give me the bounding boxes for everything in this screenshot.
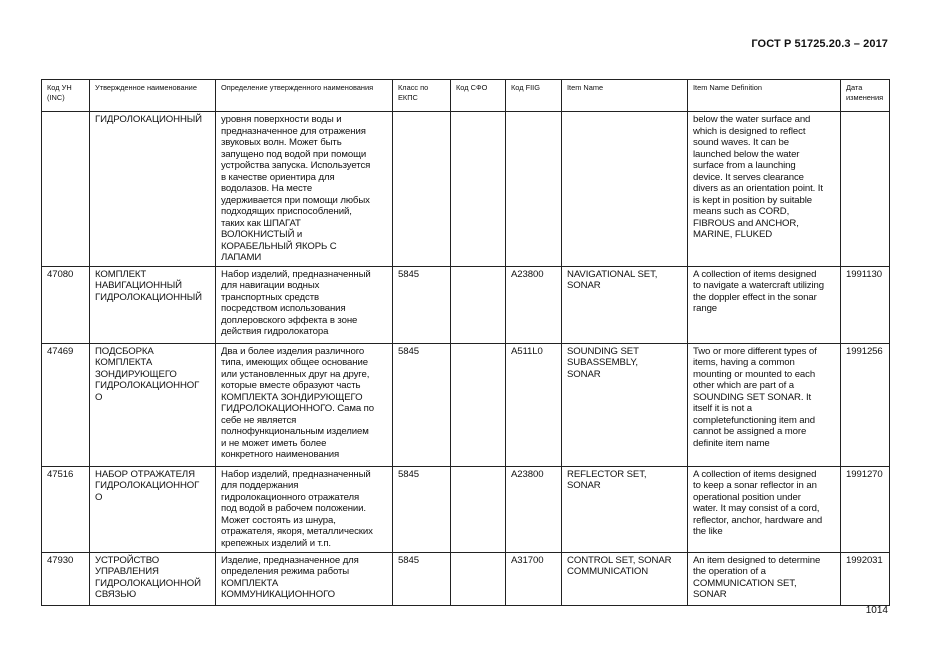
cell-item-definition-line: operational position under bbox=[693, 491, 801, 503]
col-header-fiig: Код FIIG bbox=[506, 80, 562, 112]
cell-definition-ru-line: КОМПЛЕКТА ЗОНДИРУЮЩЕГО bbox=[221, 391, 363, 403]
cell-definition-ru-line: КОММУНИКАЦИОННОГО bbox=[221, 589, 336, 600]
cell-fiig: A23800 bbox=[506, 266, 562, 343]
cell-item-definition-line: range bbox=[693, 303, 718, 314]
cell-name-ru-line: ГИДРОЛОКАЦИОННЫЙ bbox=[95, 114, 202, 125]
cell-item-definition-line: MARINE, FLUKED bbox=[693, 229, 773, 240]
cell-item-definition-line: reflector, anchor, hardware and bbox=[693, 514, 823, 526]
cell-definition-ru-line: предназначенное для отражения bbox=[221, 125, 366, 137]
cell-inc: 47080 bbox=[42, 266, 90, 343]
cell-item-definition-line: A collection of items designed bbox=[693, 468, 817, 480]
cell-definition-ru-line: конкретного наименования bbox=[221, 449, 340, 460]
cell-name-ru-line: УПРАВЛЕНИЯ bbox=[95, 566, 159, 577]
cell-item-name bbox=[562, 266, 688, 343]
cell-item-definition-line: An item designed to determine bbox=[693, 554, 821, 566]
cell-definition-ru-line: крепежных изделий и т.п. bbox=[221, 537, 331, 549]
cell-sfo bbox=[451, 466, 506, 552]
cell-item-definition bbox=[688, 343, 841, 466]
cell-definition-ru-line: отражателя, якоря, металлических bbox=[221, 526, 373, 537]
cell-inc: 47516 bbox=[42, 466, 90, 552]
cell-definition-ru-line: таких как ШПАГАТ bbox=[221, 217, 301, 229]
cell-inc: 47469 bbox=[42, 343, 90, 466]
cell-definition-ru-line: Изделие, предназначенное для bbox=[221, 554, 359, 566]
cell-item-definition-line: the operation of a bbox=[693, 566, 766, 577]
table-row bbox=[42, 552, 890, 605]
cell-definition-ru-line: запущено под водой при помощи bbox=[221, 148, 367, 160]
cell-change-date bbox=[841, 112, 890, 267]
cell-item-name bbox=[562, 112, 688, 267]
cell-definition-ru-line: которые вместе образуют часть bbox=[221, 380, 361, 391]
cell-change-date: 1991270 bbox=[841, 466, 890, 552]
cell-definition-ru-line: действия гидролокатора bbox=[221, 326, 329, 337]
cell-name-ru-line: НАБОР ОТРАЖАТЕЛЯ bbox=[95, 468, 195, 480]
cell-definition-ru-line: звуковых волн. Может быть bbox=[221, 137, 342, 148]
cell-definition-ru-line: для навигации водных bbox=[221, 280, 320, 291]
cell-item-definition-line: sound waves. It can be bbox=[693, 137, 789, 148]
cell-name-ru bbox=[90, 343, 216, 466]
cell-item-name-line: REFLECTOR SET, bbox=[567, 468, 647, 480]
cell-item-definition-line: to keep a sonar reflector in an bbox=[693, 480, 817, 491]
cell-name-ru-line: ГИДРОЛОКАЦИОННОГ bbox=[95, 380, 200, 391]
table-header-row bbox=[42, 80, 890, 112]
cell-item-definition-line: Two or more different types of bbox=[693, 345, 817, 357]
cell-item-definition-line: cannot be assigned a more bbox=[693, 426, 807, 437]
cell-item-name bbox=[562, 466, 688, 552]
cell-item-definition-line: means such as CORD, bbox=[693, 206, 790, 217]
cell-definition-ru bbox=[216, 466, 393, 552]
cell-definition-ru-line: полнофункциональным изделием bbox=[221, 426, 369, 437]
cell-sfo bbox=[451, 112, 506, 267]
cell-item-definition-line: itself it is not a bbox=[693, 403, 752, 414]
cell-item-name bbox=[562, 552, 688, 605]
cell-name-ru-line: ГИДРОЛОКАЦИОННОГ bbox=[95, 480, 200, 491]
cell-definition-ru-line: для поддержания bbox=[221, 480, 299, 491]
cell-definition-ru-line: типа, имеющих общее основание bbox=[221, 357, 368, 368]
cell-definition-ru-line: гидролокационного отражателя bbox=[221, 491, 360, 503]
cell-name-ru-line: КОМПЛЕКТ bbox=[95, 268, 147, 280]
cell-name-ru-line: ЗОНДИРУЮЩЕГО bbox=[95, 368, 177, 380]
cell-item-definition bbox=[688, 466, 841, 552]
cell-definition-ru bbox=[216, 112, 393, 267]
cell-item-definition-line: water. It may consist of a cord, bbox=[693, 503, 820, 514]
cell-item-definition-line: A collection of items designed bbox=[693, 268, 817, 280]
cell-item-name-line: SONAR bbox=[567, 480, 601, 491]
table-row bbox=[42, 343, 890, 466]
cell-ekps: 5845 bbox=[393, 266, 451, 343]
cell-name-ru-line: НАВИГАЦИОННЫЙ bbox=[95, 280, 182, 291]
cell-item-definition-line: SONAR bbox=[693, 589, 727, 600]
cell-fiig bbox=[506, 112, 562, 267]
cell-name-ru bbox=[90, 552, 216, 605]
cell-definition-ru-line: ГИДРОЛОКАЦИОННОГО. Сама по bbox=[221, 403, 374, 414]
cell-name-ru-line: СВЯЗЬЮ bbox=[95, 589, 137, 600]
catalog-table bbox=[41, 79, 890, 606]
table-row bbox=[42, 266, 890, 343]
cell-item-definition-line: items, having a common bbox=[693, 357, 795, 368]
cell-ekps bbox=[393, 112, 451, 267]
cell-definition-ru-line: в качестве ориентира для bbox=[221, 171, 335, 183]
cell-definition-ru-line: водолазов. На месте bbox=[221, 183, 313, 194]
col-header-change-date: Дата изменения bbox=[841, 80, 890, 112]
cell-definition-ru-line: устройства запуска. Используется bbox=[221, 160, 371, 171]
cell-change-date: 1991130 bbox=[841, 266, 890, 343]
cell-sfo bbox=[451, 552, 506, 605]
cell-definition-ru-line: Два и более изделия различного bbox=[221, 345, 365, 357]
cell-item-definition-line: other which are part of a bbox=[693, 380, 794, 391]
cell-definition-ru-line: себе не является bbox=[221, 414, 297, 426]
cell-definition-ru-line: ВОЛОКНИСТЫЙ и bbox=[221, 229, 303, 240]
cell-item-definition bbox=[688, 552, 841, 605]
cell-name-ru-line: О bbox=[95, 391, 103, 403]
cell-item-name-line: SUBASSEMBLY, bbox=[567, 357, 638, 368]
cell-inc: 47930 bbox=[42, 552, 90, 605]
cell-definition-ru-line: КОМПЛЕКТА bbox=[221, 577, 279, 589]
cell-definition-ru-line: уровня поверхности воды и bbox=[221, 114, 342, 125]
cell-item-definition bbox=[688, 112, 841, 267]
table-row bbox=[42, 112, 890, 267]
cell-definition-ru-line: КОРАБЕЛЬНЫЙ ЯКОРЬ С bbox=[221, 240, 337, 252]
cell-item-name-line: SONAR bbox=[567, 280, 601, 291]
cell-name-ru bbox=[90, 112, 216, 267]
cell-definition-ru-line: удерживается при помощи любых bbox=[221, 194, 370, 206]
cell-definition-ru-line: Набор изделий, предназначенный bbox=[221, 468, 371, 480]
cell-ekps: 5845 bbox=[393, 466, 451, 552]
cell-sfo bbox=[451, 266, 506, 343]
cell-item-definition-line: device. It serves clearance bbox=[693, 171, 804, 183]
cell-item-definition-line: divers as an orientation point. It bbox=[693, 183, 823, 194]
cell-definition-ru-line: Набор изделий, предназначенный bbox=[221, 268, 371, 280]
cell-fiig: A31700 bbox=[506, 552, 562, 605]
cell-item-name bbox=[562, 343, 688, 466]
cell-definition-ru-line: и не может иметь более bbox=[221, 437, 327, 449]
col-header-name-ru: Утвержденное наименование bbox=[90, 80, 216, 112]
cell-inc bbox=[42, 112, 90, 267]
cell-item-definition-line: COMMUNICATION SET, bbox=[693, 577, 797, 589]
cell-item-definition bbox=[688, 266, 841, 343]
cell-name-ru-line: ГИДРОЛОКАЦИОННОЙ bbox=[95, 577, 201, 589]
cell-name-ru-line: КОМПЛЕКТА bbox=[95, 357, 153, 368]
cell-item-definition-line: to navigate a watercraft utilizing bbox=[693, 280, 824, 291]
col-header-ekps: Класс по ЕКПС bbox=[393, 80, 451, 112]
cell-fiig: A23800 bbox=[506, 466, 562, 552]
cell-item-definition-line: completefunctioning item and bbox=[693, 414, 815, 426]
col-header-item-definition: Item Name Definition bbox=[688, 80, 841, 112]
cell-name-ru-line: ГИДРОЛОКАЦИОННЫЙ bbox=[95, 291, 202, 303]
cell-definition-ru-line: под водой в рабочем положении. bbox=[221, 503, 366, 514]
cell-definition-ru-line: посредством использования bbox=[221, 303, 346, 314]
cell-item-name-line: NAVIGATIONAL SET, bbox=[567, 268, 658, 280]
cell-item-name-line: SOUNDING SET bbox=[567, 345, 639, 357]
cell-definition-ru-line: доплеровского эффекта в зоне bbox=[221, 314, 358, 326]
cell-ekps: 5845 bbox=[393, 552, 451, 605]
cell-item-definition-line: the doppler effect in the sonar bbox=[693, 291, 817, 303]
cell-item-definition-line: which is designed to reflect bbox=[693, 125, 806, 137]
document-code: ГОСТ Р 51725.20.3 – 2017 bbox=[751, 38, 888, 50]
cell-item-definition-line: mounting or mounted to each bbox=[693, 368, 816, 380]
cell-item-definition-line: launched below the water bbox=[693, 148, 800, 160]
cell-definition-ru-line: ЛАПАМИ bbox=[221, 252, 262, 263]
cell-item-definition-line: SOUNDING SET SONAR. It bbox=[693, 391, 812, 403]
cell-item-definition-line: definite item name bbox=[693, 437, 770, 449]
table-body bbox=[42, 112, 890, 606]
cell-item-definition-line: is kept in position by suitable bbox=[693, 194, 813, 206]
cell-definition-ru-line: подходящих приспособлений, bbox=[221, 206, 352, 217]
cell-item-definition-line: FIBROUS and ANCHOR, bbox=[693, 217, 799, 229]
col-header-item-name: Item Name bbox=[562, 80, 688, 112]
cell-definition-ru-line: Может состоять из шнура, bbox=[221, 514, 336, 526]
cell-definition-ru bbox=[216, 266, 393, 343]
cell-item-definition-line: surface from a launching bbox=[693, 160, 796, 171]
cell-fiig: A511L0 bbox=[506, 343, 562, 466]
table-row bbox=[42, 466, 890, 552]
cell-name-ru bbox=[90, 466, 216, 552]
cell-name-ru-line: О bbox=[95, 491, 103, 503]
col-header-inc: Код УН (INC) bbox=[42, 80, 90, 112]
cell-change-date: 1992031 bbox=[841, 552, 890, 605]
cell-name-ru-line: ПОДСБОРКА bbox=[95, 345, 154, 357]
col-header-sfo: Код СФО bbox=[451, 80, 506, 112]
cell-item-name-line: SONAR bbox=[567, 368, 601, 380]
cell-sfo bbox=[451, 343, 506, 466]
cell-change-date: 1991256 bbox=[841, 343, 890, 466]
cell-item-definition-line: the like bbox=[693, 526, 723, 537]
cell-definition-ru-line: определения режима работы bbox=[221, 566, 350, 577]
cell-ekps: 5845 bbox=[393, 343, 451, 466]
cell-definition-ru-line: транспортных средств bbox=[221, 291, 320, 303]
cell-name-ru bbox=[90, 266, 216, 343]
cell-definition-ru-line: или установленных друг на друге, bbox=[221, 368, 370, 380]
cell-definition-ru bbox=[216, 343, 393, 466]
cell-item-name-line: COMMUNICATION bbox=[567, 566, 649, 577]
cell-name-ru-line: УСТРОЙСТВО bbox=[95, 554, 160, 566]
page-number: 1014 bbox=[865, 605, 888, 616]
col-header-definition-ru: Определение утвержденного наименования bbox=[216, 80, 393, 112]
cell-item-name-line: CONTROL SET, SONAR bbox=[567, 554, 672, 566]
cell-definition-ru bbox=[216, 552, 393, 605]
cell-item-definition-line: below the water surface and bbox=[693, 114, 811, 125]
